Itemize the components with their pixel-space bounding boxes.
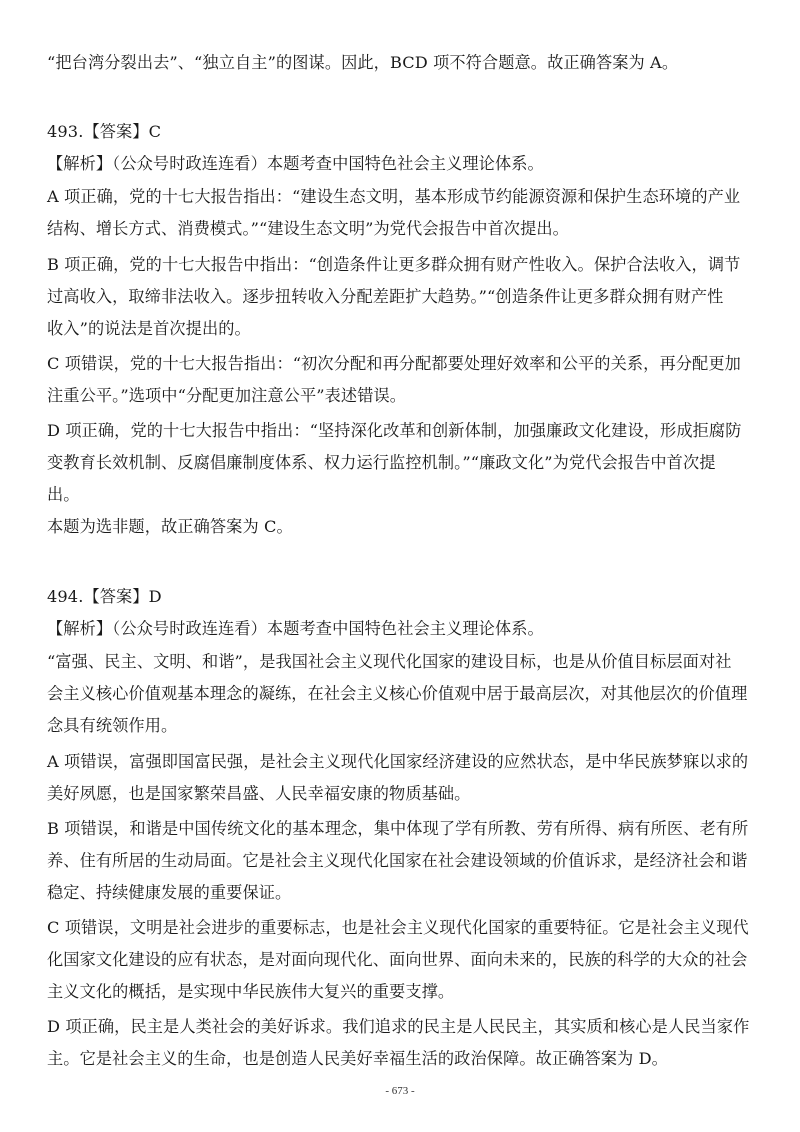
page-number: - 673 -: [385, 1085, 415, 1097]
q493-option-d-line2: 变教育长效机制、反腐倡廉制度体系、权力运行监控机制。”“廉政文化”为党代会报告中首次提: [47, 453, 716, 472]
q493-option-a-line2: 结构、增长方式、消费模式。”“建设生态文明”为党代会报告中首次提出。: [47, 219, 569, 238]
q494-option-b-line3: 稳定、持续健康发展的重要保证。: [47, 883, 292, 902]
q493-conclusion: 本题为选非题，故正确答案为 C。: [47, 517, 293, 536]
q493-option-d-line1: D 项正确，党的十七大报告中指出：“坚持深化改革和创新体制，加强廉政文化建设，形成拒腐防: [47, 421, 742, 440]
q494-option-c-line1: C 项错误，文明是社会进步的重要标志，也是社会主义现代化国家的重要特征。它是社会主义现代: [47, 918, 749, 937]
q494-option-d-line2: 主。它是社会主义的生命，也是创造人民美好幸福生活的政治保障。故正确答案为 D。: [47, 1049, 668, 1068]
q493-option-d-line3: 出。: [47, 485, 80, 504]
q493-option-b-line3: 收入”的说法是首次提出的。: [47, 319, 251, 338]
q494-intro-line1: “富强、民主、文明、和谐”，是我国社会主义现代化国家的建设目标，也是从价值目标层面对社: [47, 652, 732, 671]
q494-option-c-line3: 主义文化的概括，是实现中华民族伟大复兴的重要支撑。: [47, 982, 455, 1001]
q494-answer: 494.【答案】D: [47, 587, 162, 606]
q493-option-c-line1: C 项错误，党的十七大报告指出：“初次分配和再分配都要处理好效率和公平的关系，再分配更加: [47, 354, 741, 373]
q494-intro-line3: 念具有统领作用。: [47, 716, 178, 735]
q494-option-b-line2: 养、住有所居的生动局面。它是社会主义现代化国家在社会建设领域的价值诉求，是经济社会和谐: [47, 851, 748, 870]
q494-intro-line2: 会主义核心价值观基本理念的凝练，在社会主义核心价值观中居于最高层次，对其他层次的价值理: [47, 684, 748, 703]
q493-answer: 493.【答案】C: [47, 122, 162, 141]
q494-option-a-line2: 美好夙愿，也是国家繁荣昌盛、人民幸福安康的物质基础。: [47, 784, 471, 803]
q494-analysis: 【解析】（公众号时政连连看）本题考查中国特色社会主义理论体系。: [47, 619, 544, 638]
q493-option-b-line2: 过高收入，取缔非法收入。逐步扭转收入分配差距扩大趋势。”“创造条件让更多群众拥有财产性: [47, 287, 724, 306]
q493-option-b-line1: B 项正确，党的十七大报告中指出：“创造条件让更多群众拥有财产性收入。保护合法收入，调节: [47, 255, 741, 274]
q494-option-c-line2: 化国家文化建设的应有状态，是对面向现代化、面向世界、面向未来的，民族的科学的大众的社会: [47, 950, 748, 969]
q494-option-a-line1: A 项错误，富强即国富民强，是社会主义现代化国家经济建设的应然状态，是中华民族梦寐以求的: [47, 752, 749, 771]
q493-option-c-line2: 注重公平。”选项中“分配更加注意公平”表述错误。: [47, 386, 407, 405]
q493-option-a-line1: A 项正确，党的十七大报告指出：“建设生态文明，基本形成节约能源资源和保护生态环境的产业: [47, 187, 741, 206]
q494-option-d-line1: D 项正确，民主是人类社会的美好诉求。我们追求的民主是人民民主，其实质和核心是人民当家作: [47, 1017, 750, 1036]
q494-option-b-line1: B 项错误，和谐是中国传统文化的基本理念，集中体现了学有所教、劳有所得、病有所医、老有所: [47, 819, 749, 838]
q493-analysis: 【解析】（公众号时政连连看）本题考查中国特色社会主义理论体系。: [47, 154, 544, 173]
intro-line: “把台湾分裂出去”、“独立自主”的图谋。因此，BCD 项不符合题意。故正确答案为 A。: [47, 53, 679, 72]
